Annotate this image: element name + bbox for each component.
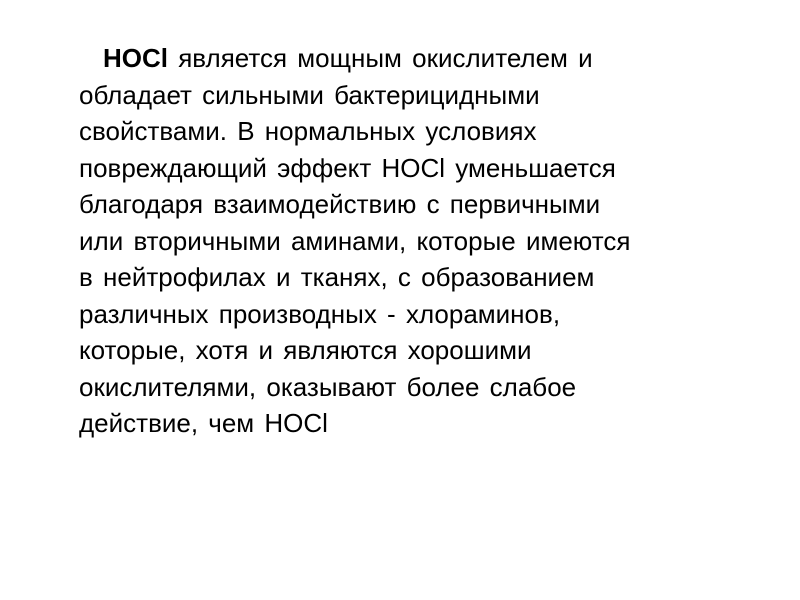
paragraph-line-5: благодаря взаимодействию с первичными <box>79 189 601 219</box>
paragraph-line-1 <box>79 40 759 77</box>
paragraph-line-11: действие, чем HOCl <box>79 408 328 438</box>
paragraph-line-4: повреждающий эффект HOCl уменьшается <box>79 152 616 183</box>
paragraph-line-3: свойствами. В нормальных условиях <box>79 116 537 146</box>
paragraph-line-9: которые, хотя и являются хорошими <box>79 335 532 365</box>
hocl-term: HOCl <box>103 43 168 73</box>
paragraph-line-10: окислителями, оказывают более слабое <box>79 371 577 402</box>
paragraph-line-6: или вторичными аминами, которые имеются <box>79 225 631 256</box>
body-paragraph <box>79 40 759 442</box>
paragraph-line-2: обладает сильными бактерицидными <box>79 79 540 110</box>
paragraph-line-7: в нейтрофилах и тканях, с образованием <box>79 262 595 292</box>
paragraph-line-8: различных производных - хлораминов, <box>79 298 561 329</box>
paragraph-line-1-rest: является мощным окислителем и <box>168 43 593 73</box>
